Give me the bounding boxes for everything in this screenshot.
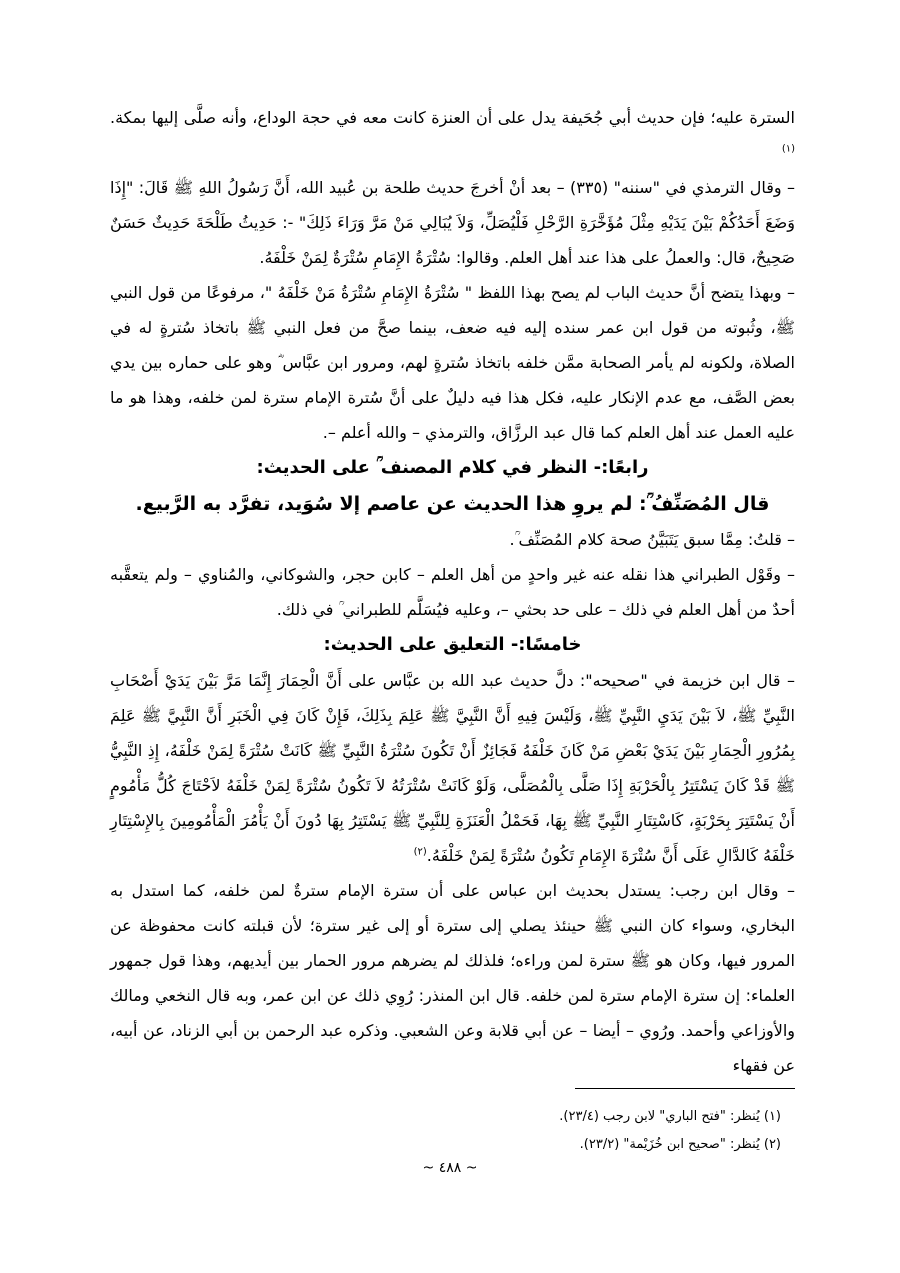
section-heading: رابعًا:- النظر في كلام المصنف ؒ على الحديث: [256,457,649,478]
page-number: ~ ٤٨٨ ~ [422,1160,478,1176]
paragraph: – وبهذا يتضح أنَّ حديث الباب لم يصح بهذا اللفظ " سُتْرَةُ الإِمَامِ سُتْرَةُ مَنْ خَلْفَهُ "، مرفوعًا من قول النبي ﷺ، وثُبوته من قول ابن عمر سنده إليه فيه ضعف، بينما صحَّ من فعل النبي ﷺ باتخاذ سُترةٍ له في الصلاة، ولكونه لم يأمر الصحابة ممَّن خلفه باتخاذ سُترةٍ لهم، ومرور ابن عبَّاس ؓ وهو على حماره بين يدي بعض الصَّف، مع عدم الإنكار عليه، فكل هذا فيه دليلٌ على أنَّ سُترة الإمام سترة لمن خلفه، وهذا هو ما عليه العمل عند أهل العلم كما قال عبد الرزَّاق، والترمذي – والله أعلم –. [110,283,795,442]
paragraph [110,100,795,170]
footnote-reference: (٢) [413,846,427,858]
quote-heading: قال المُصَنِّفُ ؒ: لم يروِ هذا الحديث عن عاصم إلا سُوَيد، تفرَّد به الرَّبيع. [135,493,770,515]
footnote-reference: (١) [781,143,795,155]
footnote-divider [575,1088,795,1089]
section-heading: خامسًا:- التعليق على الحديث: [323,634,582,655]
page-body [110,100,795,1083]
paragraph-text: السترة عليه؛ فإن حديث أبي جُحَيفة يدل على أن العنزة كانت معه في حجة الوداع، وأنه صلَّى إليها بمكة. [110,108,795,127]
footnote: (١) يُنظر: "فتح الباري" لابن رجب (٢٣/٤). [559,1109,781,1124]
paragraph: – قلتُ: مِمَّا سبق يَتَبَيَّنُ صحة كلام المُصَنِّف ؒ. [509,530,795,549]
paragraph: – وقال الترمذي في "سننه" (٣٣٥) – بعد أنْ أخرجَ حديث طلحة بن عُبيد الله، أَنَّ رَسُولُ اللهِ ﷺ قَالَ: "إِذَا وَضَعَ أَحَدُكُمْ بَيْنَ يَدَيْهِ مِثْلَ مُؤَخَّرَةِ الرَّحْلِ فَلْيُصَلِّ، وَلاَ يُبَالِي مَنْ مَرَّ وَرَاءَ ذَلِكَ" -: حَدِيثُ طَلْحَةَ حَدِيثٌ حَسَنٌ صَحِيحٌ، قال: والعملُ على هذا عند أهل العلم. وقالوا: سُتْرَةُ الإِمَامِ سُتْرَةٌ لِمَنْ خَلْفَهُ. [110,178,795,267]
footnotes [110,1088,795,1159]
paragraph: – وقال ابن رجب: يستدل بحديث ابن عباس على أن سترة الإمام سترةٌ لمن خلفه، كما استدل به البخاري، وسواء كان النبي ﷺ حينئذ يصلي إلى سترة أو إلى غير سترة؛ لأن قبلته كانت محفوظة عن المرور فيها، وكان هو ﷺ سترة لمن وراءه؛ فلذلك لم يضرهم مرور الحمار بين أيديهم، وهذا قول جمهور العلماء: إن سترة الإمام سترة لمن خلفه. قال ابن المنذر: رُوِي ذلك عن ابن عمر، وبه قال النخعي ومالك والأوزاعي وأحمد. ورُوي – أيضا – عن أبي قلابة وعن الشعبي. وذكره عبد الرحمن بن أبي الزناد، عن أبيه، عن فقهاء [110,881,795,1075]
paragraph: – وقَوْل الطبراني هذا نقله عنه غير واحدٍ من أهل العلم – كابن حجر، والشوكاني، والمُناوي – ولم يتعقَّبه أحدٌ من أهل العلم في ذلك – على حد بحثي –، وعليه فيُسَلَّم للطبراني ؒ في ذلك. [110,565,795,619]
paragraph [110,663,795,873]
paragraph-text: – قال ابن خزيمة في "صحيحه": دلَّ حديث عبد الله بن عبَّاس على أَنَّ الْحِمَارَ إِنَّمَا مَرَّ بَيْنَ يَدَيْ أَصْحَابِ النَّبِيِّ ﷺ، لاَ بَيْنَ يَدَيِ النَّبِيِّ ﷺ، وَلَيْسَ فِيهِ أَنَّ النَّبِيَّ ﷺ عَلِمَ بِذَلِكَ، فَإِنْ كَانَ فِي الْخَبَرِ أَنَّ النَّبِيَّ ﷺ عَلِمَ بِمُرُورِ الْحِمَارِ بَيْنَ يَدَيْ بَعْضِ مَنْ كَانَ خَلْفَهُ فَجَائِزٌ أَنْ تَكُونَ سُتْرَةُ النَّبِيِّ ﷺ كَانَتْ سُتْرَةً لِمَنْ خَلْفَهُ، إِذِ النَّبِيُّ ﷺ قَدْ كَانَ يَسْتَتِرُ بِالْحَرْبَةِ إِذَا صَلَّى بِالْمُصَلَّى، وَلَوْ كَانَتْ سُتْرَتُهُ لاَ تَكُونُ سُتْرَةً لِمَنْ خَلْفَهُ لاَحْتَاجَ كُلُّ مَأْمُومٍ أَنْ يَسْتَتِرَ بِحَرْبَةٍ، كَاسْتِتَارِ النَّبِيِّ ﷺ بِهَا، فَحَمْلُ الْعَنَزَةِ لِلنَّبِيِّ ﷺ يَسْتَتِرُ بِهَا دُونَ أَنْ يَأْمُرَ الْمَأْمُومِينَ بِالإِسْتِتَارِ خَلْفَهُ كَالدَّالِ عَلَى أَنَّ سُتْرَةَ الإِمَامِ تَكُونُ سُتْرَةً لِمَنْ خَلْفَهُ. [110,671,795,865]
footnote: (٢) يُنظر: "صحيح ابن خُزَيْمة" (٢٣/٢). [579,1137,781,1152]
